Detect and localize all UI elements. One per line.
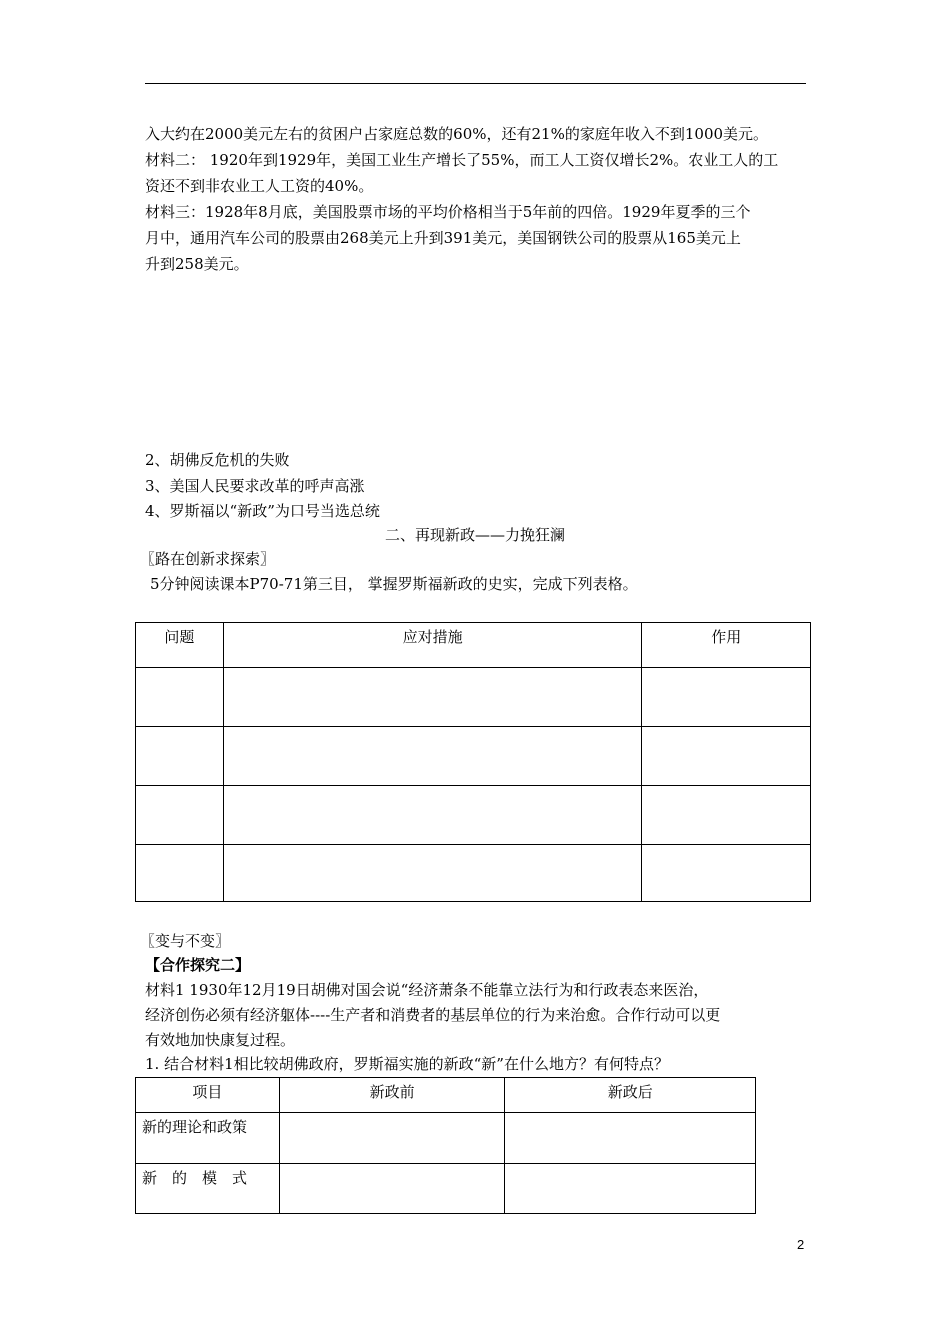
paragraph-line: 入大约在2000美元左右的贫困户占家庭总数的60%，还有21%的家庭年收入不到1000美元。 [145,125,769,143]
table-row [136,845,811,902]
table-cell [223,845,642,902]
comparison-table [135,1077,756,1214]
table-header-cell: 问题 [136,623,224,668]
subsection-title: 〖变与不变〗 [140,932,231,950]
new-deal-table [135,622,811,902]
list-item: 2、胡佛反危机的失败 [145,451,290,469]
paragraph-line: 升到258美元。 [145,255,249,273]
paragraph-line: 材料三：1928年8月底，美国股票市场的平均价格相当于5年前的四倍。1929年夏季的三个 [145,203,751,221]
paragraph-line: 资还不到非农业工人工资的40%。 [145,177,374,195]
material-line: 经济创伤必须有经济躯体----生产者和消费者的基层单位的行为来治愈。合作行动可以更 [145,1006,721,1024]
page-number: 2 [797,1237,805,1252]
table-cell [505,1164,756,1214]
table-row [136,727,811,786]
list-item: 3、美国人民要求改革的呼声高涨 [145,477,365,495]
section-title: 二、再现新政——力挽狂澜 [384,526,565,544]
row-label: 新的理论和政策 [136,1113,280,1164]
table-cell [136,727,224,786]
header-rule [145,83,806,84]
paragraph-line: 月中，通用汽车公司的股票由268美元上升到391美元，美国钢铁公司的股票从165美元上 [145,229,741,247]
table-header-cell: 作用 [642,623,811,668]
table-header-cell: 新政后 [505,1078,756,1113]
question-text: 1. 结合材料1相比较胡佛政府，罗斯福实施的新政“新”在什么地方？有何特点？ [145,1055,669,1073]
table-cell [642,668,811,727]
table-cell [223,668,642,727]
table-header-cell: 项目 [136,1078,280,1113]
instruction-text: 5分钟阅读课本P70-71第三目， 掌握罗斯福新政的史实，完成下列表格。 [150,575,638,593]
table-cell [279,1113,505,1164]
table-cell [279,1164,505,1214]
table-header-row [136,623,811,668]
material-line: 有效地加快康复过程。 [145,1031,296,1049]
table-cell [223,786,642,845]
table-cell [136,668,224,727]
table-header-row [136,1078,756,1113]
paragraph-line: 材料二： 1920年到1929年，美国工业生产增长了55%，而工人工资仅增长2%。农业工人的工 [145,151,779,169]
table-header-cell: 新政前 [279,1078,505,1113]
row-label: 新的模式 [136,1164,280,1214]
table-row [136,1113,756,1164]
table-cell [223,727,642,786]
table-cell [642,786,811,845]
table-row [136,786,811,845]
table-cell [642,845,811,902]
cooperation-title: 【合作探究二】 [145,956,251,974]
table-row [136,1164,756,1214]
table-cell [642,727,811,786]
table-cell [136,845,224,902]
subsection-title: 〖路在创新求探索〗 [140,550,276,568]
table-cell [136,786,224,845]
table-cell [505,1113,756,1164]
table-row [136,668,811,727]
list-item: 4、罗斯福以“新政”为口号当选总统 [145,502,380,520]
table-header-cell: 应对措施 [223,623,642,668]
material-line: 材料1 1930年12月19日胡佛对国会说“经济萧条不能靠立法行为和行政表态来医治， [145,981,709,999]
